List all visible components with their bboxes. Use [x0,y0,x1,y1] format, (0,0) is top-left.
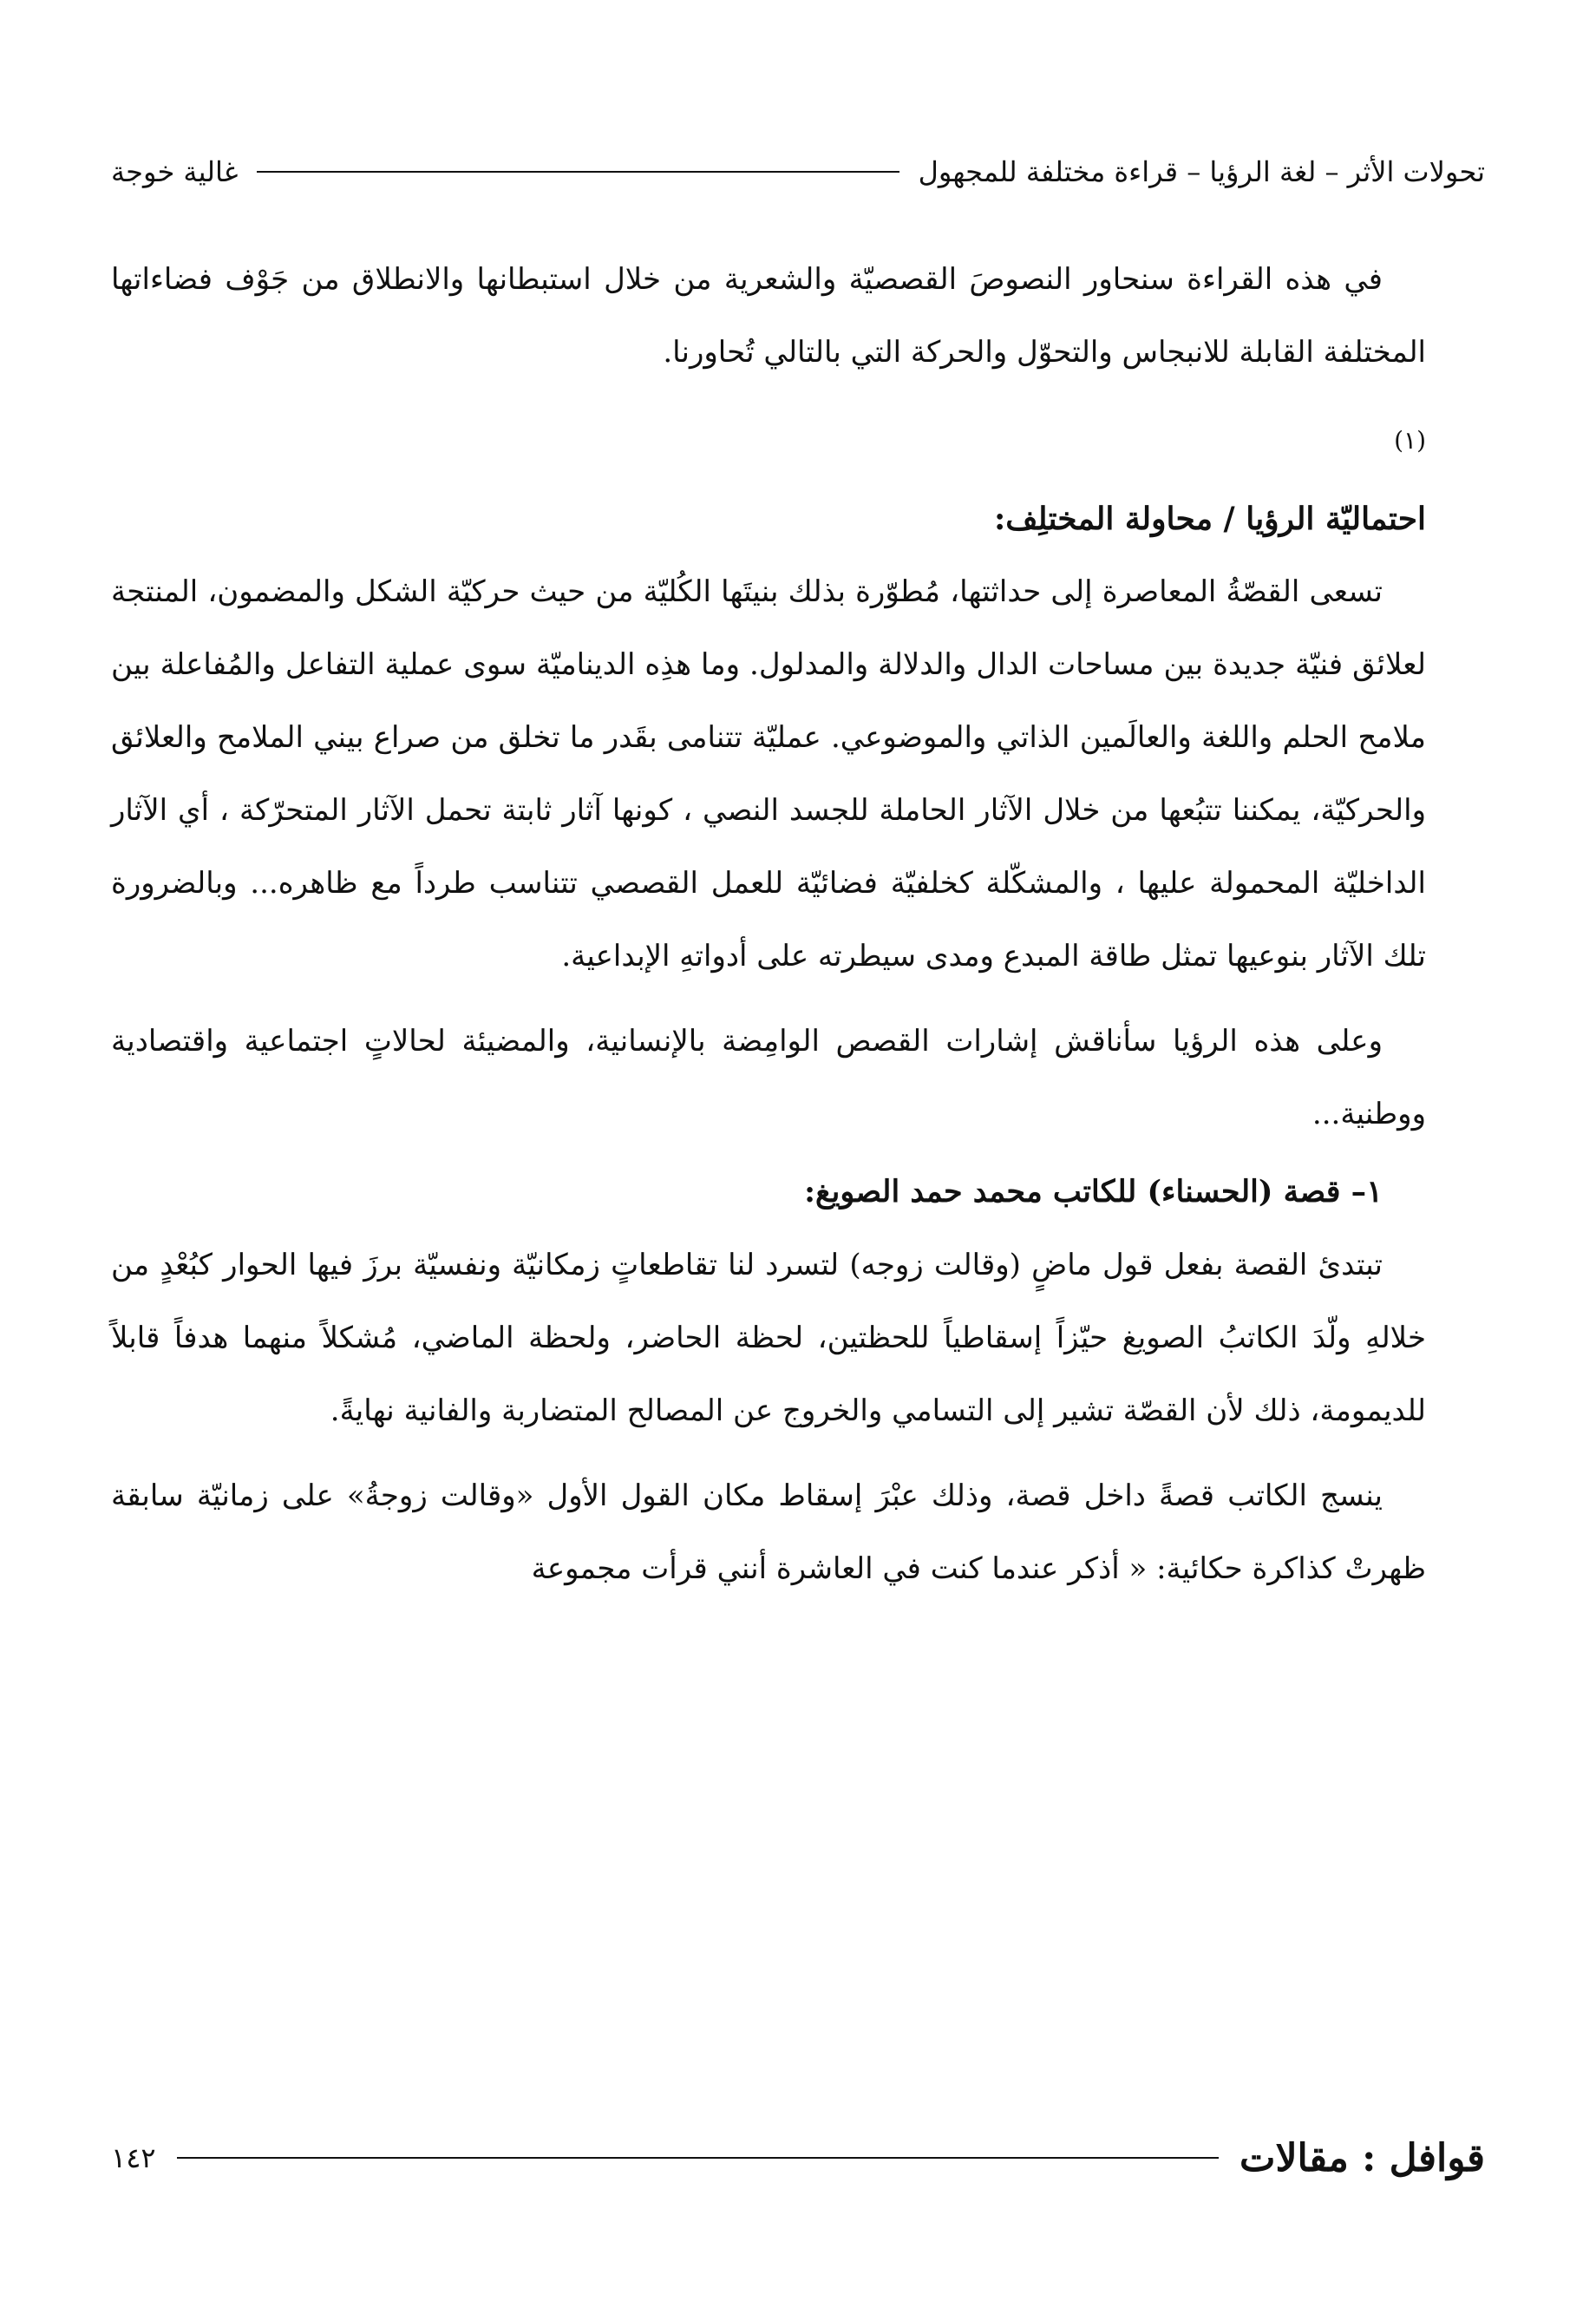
subsection-heading: ١– قصة (الحسناء) للكاتب محمد حمد الصويغ: [804,1174,1383,1210]
intro-paragraph: في هذه القراءة سنحاور النصوصَ القصصيّة والشعرية من خلال استبطانها والانطلاق من جَوْف فضاءاتها المختلفة القابلة للانبجاس والتحوّل والحركة التي بالتالي تُحاورنا. [111,262,1426,370]
footer-rule [177,2157,1219,2159]
page-body [111,243,1426,1605]
paragraph-2: وعلى هذه الرؤيا سأناقش إشارات القصص الوامِضة بالإنسانية، والمضيئة لحالاتٍ اجتماعية واقتصادية ووطنية... [111,1024,1426,1131]
paragraph-4: ينسج الكاتب قصةً داخل قصة، وذلك عبْرَ إسقاط مكان القول الأول «وقالت زوجةُ» على زمانيّة سابقة ظهرتْ كذاكرة حكائية: « أذكر عندما كنت في العاشرة أنني قرأت مجموعة [111,1478,1426,1586]
header-rule [257,171,899,173]
header-author: غالية خوجة [111,155,239,188]
running-header [111,146,1485,198]
paragraph-1: تسعى القصّةُ المعاصرة إلى حداثتها، مُطوّرة بذلك بنيتَها الكُليّة من حيث حركيّة الشكل والمضمون، المنتجة لعلائق فنيّة جديدة بين مساحات الدال والدلالة والمدلول. وما هذِه الديناميّة سوى عملية التفاعل والمُفاعلة بين ملامح الحلم واللغة والعالَمين الذاتي والموضوعي. عمليّة تتنامى بقَدر ما تخلق من صراع بيني الملامح والعلائق والحركيّة، يمكننا تتبُعها من خلال الآثار الحاملة للجسد النصي ، كونها آثار ثابتة تحمل الآثار المتحرّكة ، أي الآثار الداخليّة المحمولة عليها ، والمشكّلة كخلفيّة فضائيّة للعمل القصصي تتناسب طرداً مع ظاهره... وبالضرورة تلك الآثار بنوعيها تمثل طاقة المبدع ومدى سيطرته على أدواتهِ الإبداعية. [111,574,1426,974]
section-heading: احتماليّة الرؤيا / محاولة المختلِف: [993,501,1426,537]
paragraph-3: تبتدئ القصة بفعل قول ماضٍ (وقالت زوجه) لتسرد لنا تقاطعاتٍ زمكانيّة ونفسيّة برزَ فيها الحوار كبُعْدٍ من خلالهِ ولّدَ الكاتبُ الصويغ حيّزاً إسقاطياً للحظتين، لحظة الحاضر، ولحظة الماضي، مُشكلاً منهما هدفاً قابلاً للديمومة، ذلك لأن القصّة تشير إلى التسامي والخروج عن المصالح المتضاربة والفانية نهايةً. [111,1248,1426,1428]
running-footer [111,2127,1485,2188]
page-number: ١٤٢ [111,2141,156,2174]
header-title: تحولات الأثر – لغة الرؤيا – قراءة مختلفة للمجهول [918,155,1485,188]
footer-journal: قوافل : مقالات [1240,2135,1485,2180]
section-number: (١) [1394,426,1426,455]
